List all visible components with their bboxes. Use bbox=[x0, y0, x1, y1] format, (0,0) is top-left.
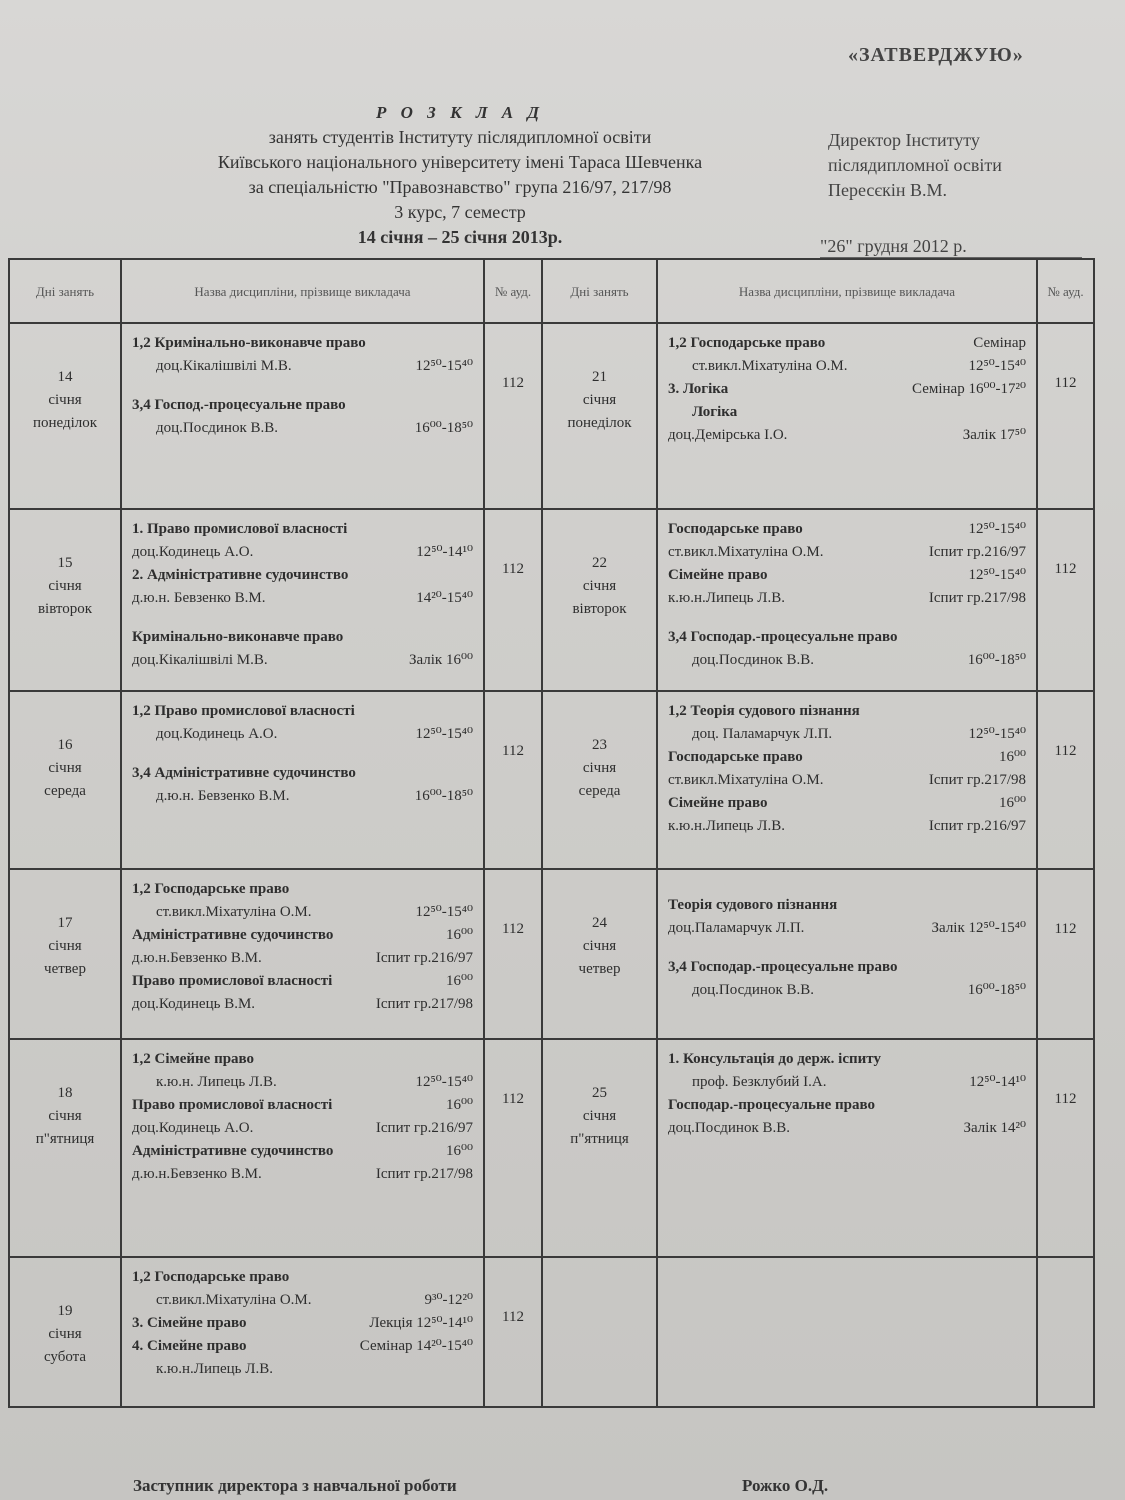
schedule-line bbox=[132, 518, 479, 541]
day-weekday: понеділок bbox=[567, 415, 632, 431]
table-row bbox=[9, 691, 1094, 869]
line-subject: доц.Посдинок В.В. bbox=[156, 420, 279, 436]
day-cell-l bbox=[9, 509, 121, 691]
day-number: 15 bbox=[57, 555, 73, 571]
day-cell-r bbox=[542, 1257, 657, 1407]
schedule-line bbox=[668, 518, 1032, 541]
subject-cell-right bbox=[657, 869, 1037, 1039]
spacer bbox=[132, 378, 479, 394]
schedule-line bbox=[132, 1094, 479, 1117]
line-subject: 3,4 Господар.-процесуальне право bbox=[668, 629, 898, 645]
day-month: січня bbox=[582, 1108, 617, 1124]
subject-cell-left bbox=[121, 1257, 484, 1407]
line-detail: 12⁵⁰-15⁴⁰ bbox=[415, 358, 473, 374]
day-cell-l bbox=[9, 869, 121, 1039]
schedule-line bbox=[132, 970, 479, 993]
line-subject: доц.Кодинець А.О. bbox=[156, 726, 278, 742]
table-row bbox=[9, 1039, 1094, 1257]
day-weekday: четвер bbox=[44, 961, 86, 977]
line-subject: Право промислової власності bbox=[132, 1097, 333, 1113]
subject-cell-right bbox=[657, 691, 1037, 869]
line-detail: 12⁵⁰-15⁴⁰ bbox=[968, 521, 1026, 537]
line-subject: Адміністративне судочинство bbox=[132, 927, 334, 943]
line-detail: 9³⁰-12²⁰ bbox=[424, 1292, 473, 1308]
day-cell-r bbox=[542, 323, 657, 509]
line-subject: 3. Сімейне право bbox=[132, 1315, 247, 1331]
line-subject: ст.викл.Міхатуліна О.М. bbox=[668, 772, 824, 788]
day-number: 16 bbox=[57, 737, 73, 753]
line-detail: Іспит гр.217/98 bbox=[375, 996, 473, 1012]
line-subject: д.ю.н.Бевзенко В.М. bbox=[132, 950, 262, 966]
heading-line-4: за спеціальністю "Правознавство" група 216/97, 217/98 bbox=[248, 177, 672, 197]
schedule-line bbox=[668, 401, 1032, 424]
schedule-line bbox=[132, 1312, 479, 1335]
schedule-line bbox=[668, 700, 1032, 723]
day-number: 25 bbox=[592, 1085, 607, 1101]
line-detail: Семінар 14²⁰-15⁴⁰ bbox=[359, 1338, 473, 1354]
director-line-2: післядипломної освіти bbox=[828, 155, 1002, 175]
subject-cell-left bbox=[121, 691, 484, 869]
room-cell-r bbox=[1037, 1257, 1094, 1407]
schedule-line bbox=[132, 700, 479, 723]
line-subject: доц.Кікалішвілі М.В. bbox=[156, 358, 292, 374]
spacer bbox=[668, 940, 1032, 956]
subject-cell-left bbox=[121, 323, 484, 509]
line-subject: д.ю.н. Бевзенко В.М. bbox=[156, 788, 290, 804]
line-detail: Іспит гр.216/97 bbox=[375, 950, 473, 966]
line-detail: 16⁰⁰ bbox=[445, 1143, 473, 1159]
line-detail: 16⁰⁰ bbox=[998, 749, 1026, 765]
schedule-line bbox=[132, 394, 479, 417]
day-weekday: п"ятниця bbox=[570, 1131, 629, 1147]
schedule-line bbox=[132, 1266, 479, 1289]
schedule-line bbox=[132, 1358, 479, 1381]
line-subject: к.ю.н. Липець Л.В. bbox=[156, 1074, 277, 1090]
schedule-line bbox=[132, 564, 479, 587]
day-number: 19 bbox=[57, 1303, 73, 1319]
heading-line-2: занять студентів Інституту післядипломної освіти bbox=[268, 127, 652, 147]
line-subject: 1. Право промислової власності bbox=[132, 521, 348, 537]
schedule-line bbox=[668, 1071, 1032, 1094]
spacer bbox=[668, 878, 1032, 894]
schedule-line bbox=[668, 424, 1032, 447]
room-cell-r: 112 bbox=[1037, 1039, 1094, 1257]
subject-cell-left bbox=[121, 509, 484, 691]
schedule-line bbox=[668, 769, 1032, 792]
schedule-line bbox=[132, 762, 479, 785]
line-detail: 16⁰⁰-18⁵⁰ bbox=[967, 652, 1026, 668]
line-detail: Семінар bbox=[973, 335, 1026, 351]
schedule-line bbox=[668, 815, 1032, 838]
day-number: 17 bbox=[57, 915, 73, 931]
line-subject: 3,4 Господар.-процесуальне право bbox=[668, 959, 898, 975]
line-detail: Іспит гр.216/97 bbox=[928, 818, 1026, 834]
line-subject: ст.викл.Міхатуліна О.М. bbox=[668, 544, 824, 560]
line-detail: 12⁵⁰-15⁴⁰ bbox=[415, 904, 473, 920]
day-month: січня bbox=[582, 578, 617, 594]
line-subject: доц.Демірська І.О. bbox=[668, 427, 788, 443]
line-detail: Лекція 12⁵⁰-14¹⁰ bbox=[369, 1315, 473, 1331]
line-subject: 1. Консультація до держ. іспиту bbox=[668, 1051, 881, 1067]
table-row bbox=[9, 869, 1094, 1039]
day-weekday: вівторок bbox=[37, 601, 93, 617]
day-month: січня bbox=[48, 392, 82, 408]
line-detail: Іспит гр.217/98 bbox=[375, 1166, 473, 1182]
line-subject: доц.Кодинець А.О. bbox=[132, 544, 254, 560]
schedule-line bbox=[132, 332, 479, 355]
schedule-table bbox=[8, 258, 1095, 1408]
line-subject: проф. Безклубий І.А. bbox=[692, 1074, 827, 1090]
line-subject: доц.Посдинок В.В. bbox=[668, 1120, 791, 1136]
day-number: 23 bbox=[592, 737, 607, 753]
schedule-line bbox=[668, 746, 1032, 769]
line-subject: ст.викл.Міхатуліна О.М. bbox=[156, 1292, 312, 1308]
line-detail: Залік 14²⁰ bbox=[963, 1120, 1026, 1136]
line-subject: 4. Сімейне право bbox=[132, 1338, 247, 1354]
line-subject: 3,4 Господ.-процесуальне право bbox=[132, 397, 346, 413]
line-subject: доц.Кодинець В.М. bbox=[132, 996, 256, 1012]
schedule-line bbox=[668, 1117, 1032, 1140]
schedule-line bbox=[668, 1048, 1032, 1071]
day-month: січня bbox=[48, 1108, 82, 1124]
day-cell-l bbox=[9, 691, 121, 869]
line-detail: Семінар 16⁰⁰-17²⁰ bbox=[912, 381, 1026, 397]
day-weekday: понеділок bbox=[32, 415, 98, 431]
line-detail: 16⁰⁰-18⁵⁰ bbox=[414, 420, 473, 436]
line-subject: д.ю.н. Бевзенко В.М. bbox=[132, 590, 266, 606]
spacer bbox=[132, 610, 479, 626]
day-month: січня bbox=[582, 392, 617, 408]
schedule-line bbox=[668, 355, 1032, 378]
room-cell-l: 112 bbox=[484, 1257, 542, 1407]
room-cell-l: 112 bbox=[484, 1039, 542, 1257]
subject-cell-left bbox=[121, 869, 484, 1039]
schedule-line bbox=[132, 723, 479, 746]
schedule-line bbox=[668, 587, 1032, 610]
line-subject: Сімейне право bbox=[668, 795, 768, 811]
line-subject: доц.Паламарчук Л.П. bbox=[668, 920, 805, 936]
line-subject: 3. Логіка bbox=[668, 381, 729, 397]
subject-cell-right bbox=[657, 1257, 1037, 1407]
footer-position: Заступник директора з навчальної роботи bbox=[133, 1476, 457, 1495]
schedule-line bbox=[132, 1071, 479, 1094]
line-subject: доц. Паламарчук Л.П. bbox=[692, 726, 833, 742]
line-subject: 1,2 Кримінально-виконавче право bbox=[132, 335, 366, 351]
day-number: 18 bbox=[57, 1085, 73, 1101]
line-subject: доц.Кодинець А.О. bbox=[132, 1120, 254, 1136]
day-weekday: субота bbox=[43, 1349, 87, 1365]
line-subject: 1,2 Господарське право bbox=[668, 335, 826, 351]
line-detail: Залік 12⁵⁰-15⁴⁰ bbox=[931, 920, 1026, 936]
schedule-line bbox=[132, 1117, 479, 1140]
line-detail: 12⁵⁰-14¹⁰ bbox=[416, 544, 473, 560]
line-detail: Іспит гр.216/97 bbox=[375, 1120, 473, 1136]
day-month: січня bbox=[48, 578, 82, 594]
schedule-line bbox=[132, 1048, 479, 1071]
day-number: 24 bbox=[592, 915, 607, 931]
room-cell-r: 112 bbox=[1037, 869, 1094, 1039]
line-subject: 1,2 Господарське право bbox=[132, 881, 290, 897]
approval-date: "26" грудня 2012 р. bbox=[820, 236, 1082, 258]
line-subject: Господарське право bbox=[668, 749, 803, 765]
document-heading bbox=[130, 100, 790, 250]
day-cell-l bbox=[9, 323, 121, 509]
schedule-line bbox=[132, 541, 479, 564]
schedule-line bbox=[132, 993, 479, 1016]
line-subject: Право промислової власності bbox=[132, 973, 333, 989]
schedule-line bbox=[132, 901, 479, 924]
schedule-line bbox=[132, 1163, 479, 1186]
line-subject: 1,2 Теорія судового пізнання bbox=[668, 703, 860, 719]
line-detail: Залік 16⁰⁰ bbox=[408, 652, 473, 668]
day-weekday: середа bbox=[44, 783, 86, 799]
line-subject: д.ю.н.Бевзенко В.М. bbox=[132, 1166, 262, 1182]
day-month: січня bbox=[582, 938, 617, 954]
heading-line-5: 3 курс, 7 семестр bbox=[394, 202, 526, 222]
line-subject: к.ю.н.Липець Л.В. bbox=[668, 818, 785, 834]
schedule-line bbox=[668, 894, 1032, 917]
director-name: Пересєкін В.М. bbox=[828, 180, 948, 200]
schedule-line bbox=[132, 417, 479, 440]
day-weekday: четвер bbox=[578, 961, 621, 977]
subject-cell-left bbox=[121, 1039, 484, 1257]
line-detail: 16⁰⁰ bbox=[445, 1097, 473, 1113]
room-cell-l: 112 bbox=[484, 691, 542, 869]
line-subject: Адміністративне судочинство bbox=[132, 1143, 334, 1159]
day-weekday: вівторок bbox=[572, 601, 627, 617]
schedule-line bbox=[668, 541, 1032, 564]
line-detail: 16⁰⁰-18⁵⁰ bbox=[967, 982, 1026, 998]
line-subject: 1,2 Сімейне право bbox=[132, 1051, 255, 1067]
line-detail: 16⁰⁰-18⁵⁰ bbox=[414, 788, 473, 804]
line-detail: 12⁵⁰-15⁴⁰ bbox=[968, 358, 1026, 374]
col-header-days: Дні занять bbox=[9, 259, 121, 323]
room-cell-l: 112 bbox=[484, 869, 542, 1039]
schedule-line bbox=[668, 917, 1032, 940]
day-cell-r bbox=[542, 691, 657, 869]
day-cell-r bbox=[542, 509, 657, 691]
subject-cell-right bbox=[657, 1039, 1037, 1257]
line-subject: 2. Адміністративне судочинство bbox=[132, 567, 349, 583]
line-detail: 16⁰⁰ bbox=[445, 973, 473, 989]
schedule-line bbox=[668, 649, 1032, 672]
line-subject: Логіка bbox=[692, 404, 738, 420]
line-subject: 3,4 Адміністративне судочинство bbox=[132, 765, 356, 781]
line-subject: доц.Посдинок В.В. bbox=[692, 982, 815, 998]
col-header-room-2: № ауд. bbox=[1037, 259, 1094, 323]
day-cell-l bbox=[9, 1039, 121, 1257]
room-cell-r: 112 bbox=[1037, 323, 1094, 509]
line-subject: к.ю.н.Липець Л.В. bbox=[156, 1361, 273, 1377]
schedule-line bbox=[668, 1094, 1032, 1117]
line-subject: Теорія судового пізнання bbox=[668, 897, 838, 913]
line-subject: 1,2 Господарське право bbox=[132, 1269, 290, 1285]
footer-signature-name: Рожко О.Д. bbox=[742, 1476, 829, 1495]
approve-stamp: «ЗАТВЕРДЖУЮ» bbox=[848, 44, 1024, 66]
line-subject: доц.Кікалішвілі М.В. bbox=[132, 652, 268, 668]
room-cell-r: 112 bbox=[1037, 509, 1094, 691]
line-detail: Іспит гр.217/98 bbox=[928, 772, 1026, 788]
line-subject: Сімейне право bbox=[668, 567, 768, 583]
schedule-line bbox=[132, 1335, 479, 1358]
line-subject: к.ю.н.Липець Л.В. bbox=[668, 590, 785, 606]
schedule-line bbox=[132, 626, 479, 649]
col-header-room: № ауд. bbox=[484, 259, 542, 323]
schedule-line bbox=[668, 332, 1032, 355]
schedule-line bbox=[668, 723, 1032, 746]
schedule-line bbox=[668, 979, 1032, 1002]
line-detail: 12⁵⁰-15⁴⁰ bbox=[968, 567, 1026, 583]
line-detail: 12⁵⁰-15⁴⁰ bbox=[415, 1074, 473, 1090]
line-subject: 1,2 Право промислової власності bbox=[132, 703, 355, 719]
line-subject: Кримінально-виконавче право bbox=[132, 629, 344, 645]
col-header-days-2: Дні занять bbox=[542, 259, 657, 323]
heading-line-3: Київського національного університету імені Тараса Шевченка bbox=[217, 152, 703, 172]
schedule-line bbox=[132, 947, 479, 970]
schedule-line bbox=[132, 1289, 479, 1312]
day-month: січня bbox=[582, 760, 617, 776]
line-detail: 12⁵⁰-14¹⁰ bbox=[969, 1074, 1026, 1090]
line-detail: Іспит гр.217/98 bbox=[928, 590, 1026, 606]
schedule-line bbox=[668, 956, 1032, 979]
document-title: Р О З К Л А Д bbox=[376, 103, 544, 122]
line-subject: Господар.-процесуальне право bbox=[668, 1097, 876, 1113]
day-cell-l bbox=[9, 1257, 121, 1407]
day-weekday: п"ятниця bbox=[35, 1131, 95, 1147]
schedule-line bbox=[132, 1140, 479, 1163]
schedule-line bbox=[132, 649, 479, 672]
schedule-line bbox=[132, 355, 479, 378]
schedule-line bbox=[132, 924, 479, 947]
director-line-1: Директор Інституту bbox=[828, 130, 980, 150]
line-detail: 16⁰⁰ bbox=[998, 795, 1026, 811]
table-row bbox=[9, 509, 1094, 691]
schedule-line bbox=[668, 626, 1032, 649]
line-detail: Іспит гр.216/97 bbox=[928, 544, 1026, 560]
schedule-line bbox=[668, 378, 1032, 401]
day-month: січня bbox=[48, 1326, 82, 1342]
line-detail: 12⁵⁰-15⁴⁰ bbox=[415, 726, 473, 742]
day-number: 21 bbox=[592, 369, 607, 385]
day-number: 22 bbox=[592, 555, 607, 571]
spacer bbox=[132, 746, 479, 762]
schedule-line bbox=[668, 564, 1032, 587]
schedule-line bbox=[132, 785, 479, 808]
line-detail: 16⁰⁰ bbox=[445, 927, 473, 943]
day-weekday: середа bbox=[578, 783, 621, 799]
day-number: 14 bbox=[57, 369, 73, 385]
heading-period: 14 січня – 25 січня 2013р. bbox=[357, 227, 563, 247]
day-cell-r bbox=[542, 869, 657, 1039]
day-month: січня bbox=[48, 938, 82, 954]
table-row bbox=[9, 323, 1094, 509]
schedule-line bbox=[668, 792, 1032, 815]
room-cell-r: 112 bbox=[1037, 691, 1094, 869]
room-cell-l: 112 bbox=[484, 509, 542, 691]
schedule-line bbox=[132, 878, 479, 901]
table-row bbox=[9, 1257, 1094, 1407]
day-month: січня bbox=[48, 760, 82, 776]
line-detail: 14²⁰-15⁴⁰ bbox=[416, 590, 473, 606]
line-subject: доц.Посдинок В.В. bbox=[692, 652, 815, 668]
room-cell-l: 112 bbox=[484, 323, 542, 509]
line-subject: ст.викл.Міхатуліна О.М. bbox=[692, 358, 848, 374]
subject-cell-right bbox=[657, 323, 1037, 509]
spacer bbox=[668, 610, 1032, 626]
col-header-subject-2: Назва дисципліни, прізвище викладача bbox=[657, 259, 1037, 323]
line-subject: Господарське право bbox=[668, 521, 803, 537]
table-header-row bbox=[9, 259, 1094, 323]
col-header-subject: Назва дисципліни, прізвище викладача bbox=[121, 259, 484, 323]
schedule-line bbox=[132, 587, 479, 610]
subject-cell-right bbox=[657, 509, 1037, 691]
line-subject: ст.викл.Міхатуліна О.М. bbox=[156, 904, 312, 920]
day-cell-r bbox=[542, 1039, 657, 1257]
director-block bbox=[828, 128, 1088, 203]
line-detail: Залік 17⁵⁰ bbox=[962, 427, 1026, 443]
line-detail: 12⁵⁰-15⁴⁰ bbox=[968, 726, 1026, 742]
